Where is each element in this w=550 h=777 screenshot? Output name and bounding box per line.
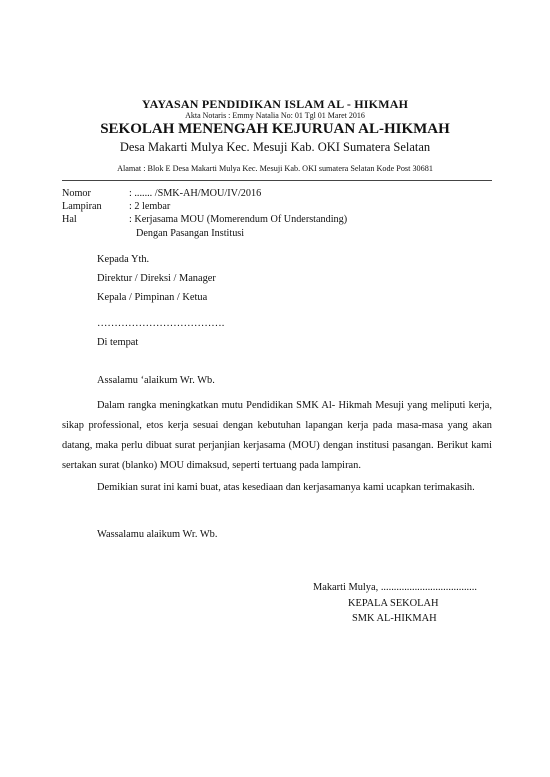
body-paragraph-2: Demikian surat ini kami buat, atas kesediaan dan kerjasamanya kami ucapkan terimakasih. xyxy=(97,482,475,493)
signature-title: KEPALA SEKOLAH xyxy=(348,598,439,609)
recipient-head: Kepala / Pimpinan / Ketua xyxy=(97,292,208,303)
meta-hal-value: : Kerjasama MOU (Momerendum Of Understanding) xyxy=(129,214,348,225)
recipient-blank: ………………………………. xyxy=(97,318,225,329)
letterhead-organization: YAYASAN PENDIDIKAN ISLAM AL - HIKMAH xyxy=(141,97,409,111)
signature-school: SMK AL-HIKMAH xyxy=(352,613,437,624)
closing: Wassalamu alaikum Wr. Wb. xyxy=(97,529,218,540)
meta-lampiran-label: Lampiran xyxy=(62,201,102,212)
meta-hal-value-line2: Dengan Pasangan Institusi xyxy=(136,228,245,239)
meta-nomor-value: : ....... /SMK-AH/MOU/IV/2016 xyxy=(129,188,262,199)
recipient-director: Direktur / Direksi / Manager xyxy=(97,273,216,284)
meta-lampiran-value: : 2 lembar xyxy=(129,201,171,212)
greeting: Assalamu ‘alaikum Wr. Wb. xyxy=(97,375,215,386)
meta-hal-label: Hal xyxy=(62,214,77,225)
letterhead-school-name: SEKOLAH MENENGAH KEJURUAN AL-HIKMAH xyxy=(100,121,450,137)
recipient-place: Di tempat xyxy=(97,337,139,348)
letterhead-location: Desa Makarti Mulya Kec. Mesuji Kab. OKI Sumatera Selatan xyxy=(119,140,431,154)
meta-nomor-label: Nomor xyxy=(62,188,91,199)
letterhead-divider xyxy=(62,180,492,181)
letterhead-notary: Akta Notaris : Emmy Natalia No: 01 Tgl 01 Maret 2016 xyxy=(185,111,365,120)
body-paragraph-1: Dalam rangka meningkatkan mutu Pendidikan SMK Al- Hikmah Mesuji yang meliputi kerja, sikap professional, etos kerja sesuai dengan kebutuhan lapangan kerja pada masa-masa yang akan datang, maka perlu dibuat surat perjanjian kerjasama (MOU) dengan institusi pasangan. Berikut kami sertakan surat (blanko) MOU dimaksud, seperti tertuang pada lampiran. xyxy=(62,400,492,471)
signature-place-date: Makarti Mulya, ..................................... xyxy=(313,582,477,593)
recipient-salutation: Kepada Yth. xyxy=(97,254,150,265)
letterhead-address: Alamat : Blok E Desa Makarti Mulya Kec. Mesuji Kab. OKI sumatera Selatan Kode Post 30681 xyxy=(117,164,433,173)
